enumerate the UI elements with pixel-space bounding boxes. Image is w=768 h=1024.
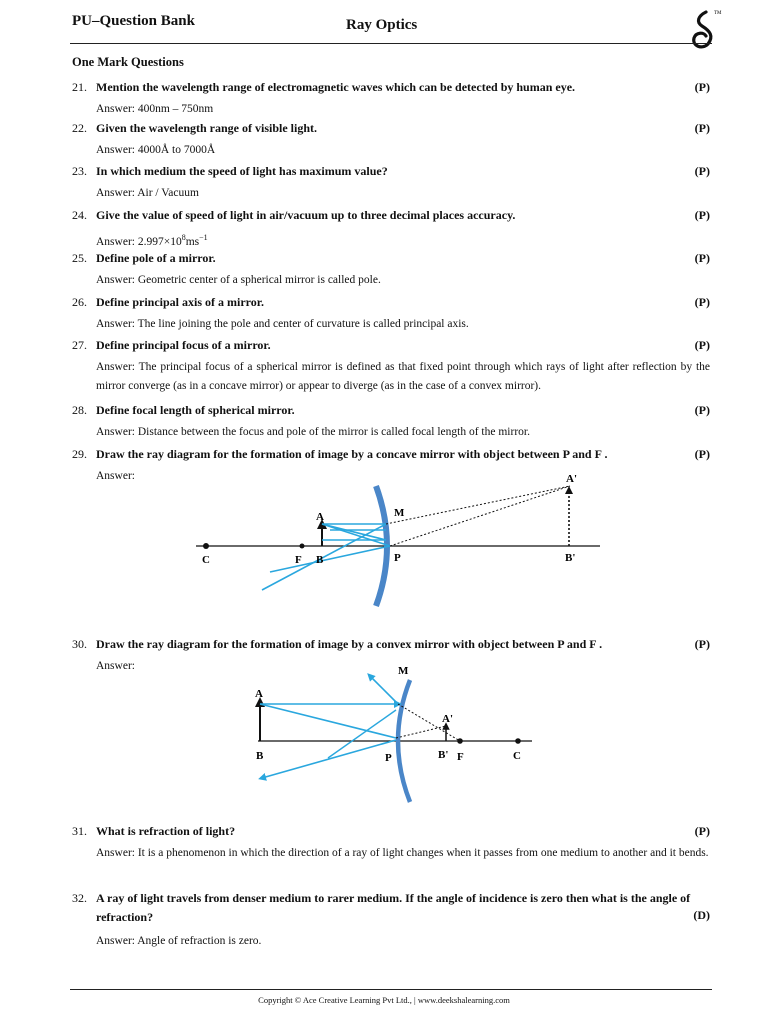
label-c: C [202, 554, 210, 566]
label-a-prime: A' [566, 473, 577, 485]
virtual-ray-4 [396, 726, 446, 738]
label-f-2: F [457, 751, 464, 763]
label-p-2: P [385, 752, 392, 764]
header-left-title: PU–Question Bank [72, 13, 195, 29]
label-m-2: M [398, 665, 409, 677]
answer-text: Answer: 400nm – 750nm [96, 103, 214, 115]
question-number: 25. [72, 251, 87, 265]
answer-text: Answer: The principal focus of a spherical mirror is defined as that fixed point through which rays of light after reflection by the mirror converge (as in a concave mirror) or appear to diverge (as in the case of a convex mirror). [96, 361, 710, 392]
question-number: 27. [72, 338, 87, 352]
question-number: 28. [72, 403, 87, 417]
answer-text: Answer: Angle of refraction is zero. [96, 935, 262, 947]
question-text: Draw the ray diagram for the formation of image by a convex mirror with object between P and F . [96, 637, 603, 651]
question-tag: (P) [694, 338, 710, 352]
question-32 [72, 889, 710, 951]
question-tag: (P) [694, 121, 710, 135]
point-f-2 [457, 738, 463, 744]
question-number: 30. [72, 637, 87, 651]
question-tag: (P) [694, 447, 710, 461]
question-number: 23. [72, 164, 87, 178]
label-c-2: C [513, 750, 521, 762]
footer-rule [70, 989, 712, 990]
question-tag: (D) [693, 908, 710, 922]
answer-text: Answer: 4000Å to 7000Å [96, 144, 216, 156]
question-tag: (P) [694, 164, 710, 178]
label-a-2: A [255, 688, 263, 700]
answer-text: Answer: It is a phenomenon in which the direction of a ray of light changes when it passes from one medium to another and it bends. [96, 847, 709, 859]
question-number: 31. [72, 824, 87, 838]
question-text: Give the value of speed of light in air/vacuum up to three decimal places accuracy. [96, 208, 516, 222]
question-text: Given the wavelength range of visible light. [96, 121, 317, 135]
ray-reflected-up [370, 676, 398, 704]
question-tag: (P) [694, 824, 710, 838]
answer-text: Answer: $2.997\times 10^8ms^{-1}$ [96, 233, 208, 248]
question-number: 21. [72, 80, 87, 94]
answer-text: Answer: The line joining the pole and center of curvature is called principal axis. [96, 318, 469, 330]
point-c-2 [515, 738, 521, 744]
question-text: Define principal axis of a mirror. [96, 295, 264, 309]
label-b-prime-2: B' [438, 749, 449, 761]
question-tag: (P) [694, 80, 710, 94]
label-a: A [316, 511, 324, 523]
label-a-prime-2: A' [442, 713, 453, 725]
ray-to-mirror [260, 704, 396, 738]
label-b: B [316, 554, 324, 566]
header-chapter-title: Ray Optics [346, 17, 418, 33]
question-text: In which medium the speed of light has maximum value? [96, 164, 388, 178]
section-title: One Mark Questions [72, 55, 184, 69]
question-tag: (P) [694, 208, 710, 222]
question-tag: (P) [694, 251, 710, 265]
svg-text:TM: TM [714, 11, 722, 16]
answer-text: Answer: [96, 660, 135, 672]
question-tag: (P) [694, 637, 710, 651]
answer-text: Answer: [96, 470, 135, 482]
label-p: P [394, 552, 401, 564]
question-31 [72, 824, 710, 863]
question-text: What is refraction of light? [96, 824, 236, 838]
label-b-prime: B' [565, 552, 576, 564]
question-tag: (P) [694, 403, 710, 417]
answer-text: Answer: Distance between the focus and pole of the mirror is called focal length of the mirror. [96, 426, 530, 438]
label-b-2: B [256, 750, 264, 762]
question-text: Define pole of a mirror. [96, 251, 216, 265]
question-number: 32. [72, 891, 87, 905]
ray-reflected-down [262, 740, 396, 778]
question-text: Define focal length of spherical mirror. [96, 403, 295, 417]
question-number: 29. [72, 447, 87, 461]
question-number: 26. [72, 295, 87, 309]
question-tag: (P) [694, 295, 710, 309]
answer-text: Answer: Air / Vacuum [96, 187, 199, 199]
question-text: Mention the wavelength range of electromagnetic waves which can be detected by human eye. [96, 80, 576, 94]
label-m: M [394, 507, 405, 519]
answer-text: Answer: Geometric center of a spherical mirror is called pole. [96, 274, 381, 286]
label-f: F [295, 554, 302, 566]
question-text: Draw the ray diagram for the formation of image by a concave mirror with object between P and F . [96, 447, 608, 461]
ray-reflect-short [328, 710, 396, 758]
footer-copyright: Copyright © Ace Creative Learning Pvt Ltd., | www.deekshalearning.com [258, 995, 510, 1005]
question-number: 22. [72, 121, 87, 135]
question-text: Define principal focus of a mirror. [96, 338, 271, 352]
question-text: A ray of light travels from denser medium to rarer medium. If the angle of incidence is zero then what is the angle of refraction? [96, 891, 691, 924]
question-number: 24. [72, 208, 87, 222]
